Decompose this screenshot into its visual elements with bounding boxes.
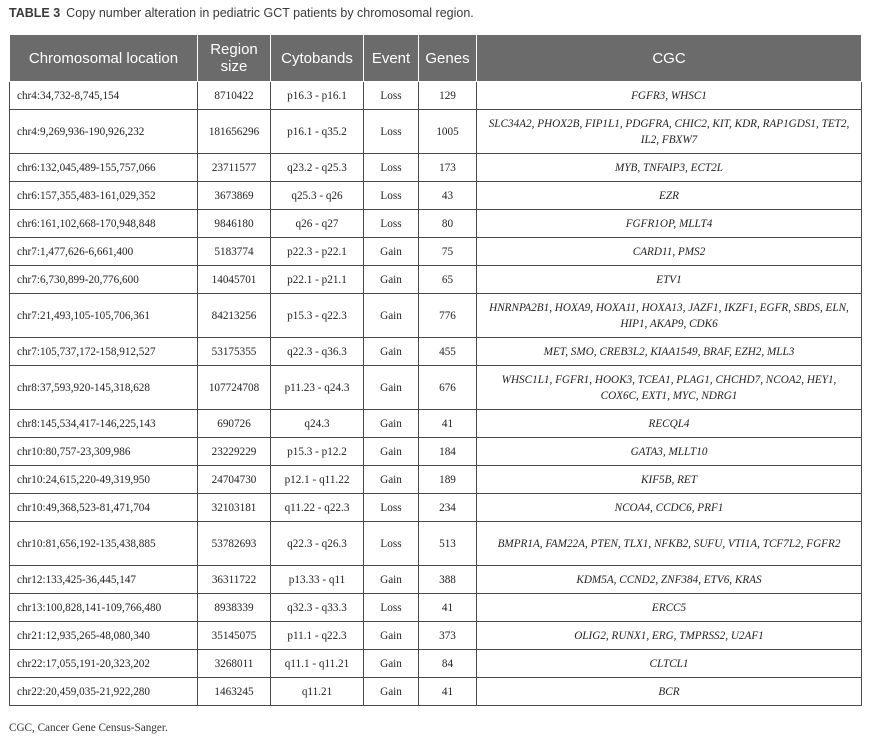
cell-genes: 513	[419, 522, 477, 566]
header-region-size: Region size	[198, 35, 271, 82]
cell-location: chr8:145,534,417-146,225,143	[10, 410, 198, 438]
cell-cytobands: p11.23 - q24.3	[271, 366, 364, 410]
cell-genes: 388	[419, 566, 477, 594]
cell-region-size: 181656296	[198, 110, 271, 154]
cell-location: chr12:133,425-36,445,147	[10, 566, 198, 594]
table-row	[10, 494, 862, 522]
cell-genes: 41	[419, 678, 477, 706]
cell-region-size: 53782693	[198, 522, 271, 566]
header-cytobands: Cytobands	[271, 35, 364, 82]
cell-event: Loss	[364, 110, 419, 154]
table-row	[10, 210, 862, 238]
table-title: Copy number alteration in pediatric GCT patients by chromosomal region.	[66, 6, 474, 20]
cell-cgc: SLC34A2, PHOX2B, FIP1L1, PDGFRA, CHIC2, KIT, KDR, RAP1GDS1, TET2, IL2, FBXW7	[477, 110, 862, 154]
cell-location: chr22:17,055,191-20,323,202	[10, 650, 198, 678]
cell-location: chr13:100,828,141-109,766,480	[10, 594, 198, 622]
cell-cgc: OLIG2, RUNX1, ERG, TMPRSS2, U2AF1	[477, 622, 862, 650]
cell-event: Gain	[364, 338, 419, 366]
cell-region-size: 1463245	[198, 678, 271, 706]
cell-location: chr7:1,477,626-6,661,400	[10, 238, 198, 266]
cell-cgc: BCR	[477, 678, 862, 706]
cell-cytobands: p12.1 - q11.22	[271, 466, 364, 494]
cell-location: chr7:21,493,105-105,706,361	[10, 294, 198, 338]
cell-region-size: 23711577	[198, 154, 271, 182]
cell-cgc: KIF5B, RET	[477, 466, 862, 494]
cell-region-size: 53175355	[198, 338, 271, 366]
cell-cytobands: q11.22 - q22.3	[271, 494, 364, 522]
table-row	[10, 266, 862, 294]
header-row	[10, 35, 862, 82]
table-row	[10, 110, 862, 154]
cell-event: Gain	[364, 466, 419, 494]
cell-event: Loss	[364, 182, 419, 210]
table-row	[10, 410, 862, 438]
cell-location: chr8:37,593,920-145,318,628	[10, 366, 198, 410]
cell-cgc: MET, SMO, CREB3L2, KIAA1549, BRAF, EZH2, MLL3	[477, 338, 862, 366]
cell-location: chr7:105,737,172-158,912,527	[10, 338, 198, 366]
cell-genes: 676	[419, 366, 477, 410]
cell-location: chr6:157,355,483-161,029,352	[10, 182, 198, 210]
cell-location: chr4:34,732-8,745,154	[10, 82, 198, 110]
header-location: Chromosomal location	[10, 35, 198, 82]
cell-cytobands: q24.3	[271, 410, 364, 438]
table-row	[10, 466, 862, 494]
table-row	[10, 522, 862, 566]
cell-location: chr6:132,045,489-155,757,066	[10, 154, 198, 182]
cell-location: chr4:9,269,936-190,926,232	[10, 110, 198, 154]
cell-cgc: MYB, TNFAIP3, ECT2L	[477, 154, 862, 182]
cell-genes: 1005	[419, 110, 477, 154]
cell-cytobands: p22.3 - p22.1	[271, 238, 364, 266]
cell-cytobands: q22.3 - q26.3	[271, 522, 364, 566]
cell-genes: 65	[419, 266, 477, 294]
cell-region-size: 3673869	[198, 182, 271, 210]
cell-cgc: ETV1	[477, 266, 862, 294]
cell-genes: 84	[419, 650, 477, 678]
cell-cytobands: p13.33 - q11	[271, 566, 364, 594]
cell-location: chr10:81,656,192-135,438,885	[10, 522, 198, 566]
cell-region-size: 5183774	[198, 238, 271, 266]
cell-event: Loss	[364, 82, 419, 110]
cell-event: Loss	[364, 494, 419, 522]
table-row	[10, 154, 862, 182]
cell-region-size: 9846180	[198, 210, 271, 238]
cell-event: Gain	[364, 366, 419, 410]
cell-genes: 41	[419, 594, 477, 622]
cell-event: Gain	[364, 438, 419, 466]
cell-region-size: 8710422	[198, 82, 271, 110]
cell-region-size: 8938339	[198, 594, 271, 622]
cell-cytobands: p11.1 - q22.3	[271, 622, 364, 650]
table-footnote: CGC, Cancer Gene Census-Sanger.	[9, 722, 168, 734]
cell-location: chr6:161,102,668-170,948,848	[10, 210, 198, 238]
cell-cytobands: q26 - q27	[271, 210, 364, 238]
cell-event: Gain	[364, 678, 419, 706]
cna-table	[9, 34, 862, 706]
cell-cgc: WHSC1L1, FGFR1, HOOK3, TCEA1, PLAG1, CHCHD7, NCOA2, HEY1, COX6C, EXT1, MYC, NDRG1	[477, 366, 862, 410]
cell-cytobands: p15.3 - p12.2	[271, 438, 364, 466]
cell-event: Loss	[364, 522, 419, 566]
cell-cytobands: q11.21	[271, 678, 364, 706]
cell-genes: 129	[419, 82, 477, 110]
cell-cgc: EZR	[477, 182, 862, 210]
cell-genes: 75	[419, 238, 477, 266]
cell-genes: 455	[419, 338, 477, 366]
cell-region-size: 35145075	[198, 622, 271, 650]
cell-location: chr22:20,459,035-21,922,280	[10, 678, 198, 706]
table-row	[10, 294, 862, 338]
cell-region-size: 690726	[198, 410, 271, 438]
cell-event: Loss	[364, 594, 419, 622]
cell-cytobands: p22.1 - p21.1	[271, 266, 364, 294]
cell-genes: 776	[419, 294, 477, 338]
cell-region-size: 36311722	[198, 566, 271, 594]
cell-genes: 41	[419, 410, 477, 438]
cell-genes: 173	[419, 154, 477, 182]
cell-cytobands: q22.3 - q36.3	[271, 338, 364, 366]
cell-genes: 184	[419, 438, 477, 466]
cell-event: Loss	[364, 210, 419, 238]
cell-cgc: ERCC5	[477, 594, 862, 622]
table-row	[10, 594, 862, 622]
cell-location: chr7:6,730,899-20,776,600	[10, 266, 198, 294]
table-row	[10, 566, 862, 594]
cell-cytobands: p15.3 - q22.3	[271, 294, 364, 338]
table-row	[10, 366, 862, 410]
cell-genes: 234	[419, 494, 477, 522]
cell-event: Gain	[364, 650, 419, 678]
cell-region-size: 84213256	[198, 294, 271, 338]
cell-cgc: FGFR3, WHSC1	[477, 82, 862, 110]
table-row	[10, 238, 862, 266]
header-cgc: CGC	[477, 35, 862, 82]
cell-region-size: 23229229	[198, 438, 271, 466]
cell-cytobands: q32.3 - q33.3	[271, 594, 364, 622]
cell-cytobands: q23.2 - q25.3	[271, 154, 364, 182]
cell-event: Gain	[364, 622, 419, 650]
cell-cgc: NCOA4, CCDC6, PRF1	[477, 494, 862, 522]
cell-genes: 189	[419, 466, 477, 494]
cell-genes: 43	[419, 182, 477, 210]
cell-event: Gain	[364, 266, 419, 294]
cell-cytobands: p16.1 - q35.2	[271, 110, 364, 154]
cell-cgc: RECQL4	[477, 410, 862, 438]
header-genes: Genes	[419, 35, 477, 82]
cell-cgc: FGFR1OP, MLLT4	[477, 210, 862, 238]
table-caption	[9, 6, 474, 20]
cell-event: Gain	[364, 238, 419, 266]
cell-location: chr10:49,368,523-81,471,704	[10, 494, 198, 522]
cell-region-size: 24704730	[198, 466, 271, 494]
cell-genes: 373	[419, 622, 477, 650]
cell-cytobands: q25.3 - q26	[271, 182, 364, 210]
table-row	[10, 622, 862, 650]
cell-region-size: 107724708	[198, 366, 271, 410]
cell-event: Gain	[364, 294, 419, 338]
table-row	[10, 678, 862, 706]
table-row	[10, 438, 862, 466]
cell-location: chr10:24,615,220-49,319,950	[10, 466, 198, 494]
table-row	[10, 650, 862, 678]
table-row	[10, 338, 862, 366]
cell-cytobands: q11.1 - q11.21	[271, 650, 364, 678]
cell-event: Loss	[364, 154, 419, 182]
cell-location: chr21:12,935,265-48,080,340	[10, 622, 198, 650]
table-row	[10, 82, 862, 110]
cell-region-size: 32103181	[198, 494, 271, 522]
cell-genes: 80	[419, 210, 477, 238]
cell-region-size: 3268011	[198, 650, 271, 678]
cell-cgc: GATA3, MLLT10	[477, 438, 862, 466]
cell-event: Gain	[364, 410, 419, 438]
table-row	[10, 182, 862, 210]
cell-region-size: 14045701	[198, 266, 271, 294]
cell-cgc: CLTCL1	[477, 650, 862, 678]
cell-cgc: HNRNPA2B1, HOXA9, HOXA11, HOXA13, JAZF1, IKZF1, EGFR, SBDS, ELN, HIP1, AKAP9, CDK6	[477, 294, 862, 338]
cell-cytobands: p16.3 - p16.1	[271, 82, 364, 110]
cell-cgc: KDM5A, CCND2, ZNF384, ETV6, KRAS	[477, 566, 862, 594]
table-label: TABLE 3	[9, 6, 61, 20]
cell-location: chr10:80,757-23,309,986	[10, 438, 198, 466]
cell-cgc: CARD11, PMS2	[477, 238, 862, 266]
cell-event: Gain	[364, 566, 419, 594]
header-event: Event	[364, 35, 419, 82]
cell-cgc: BMPR1A, FAM22A, PTEN, TLX1, NFKB2, SUFU, VTI1A, TCF7L2, FGFR2	[477, 522, 862, 566]
